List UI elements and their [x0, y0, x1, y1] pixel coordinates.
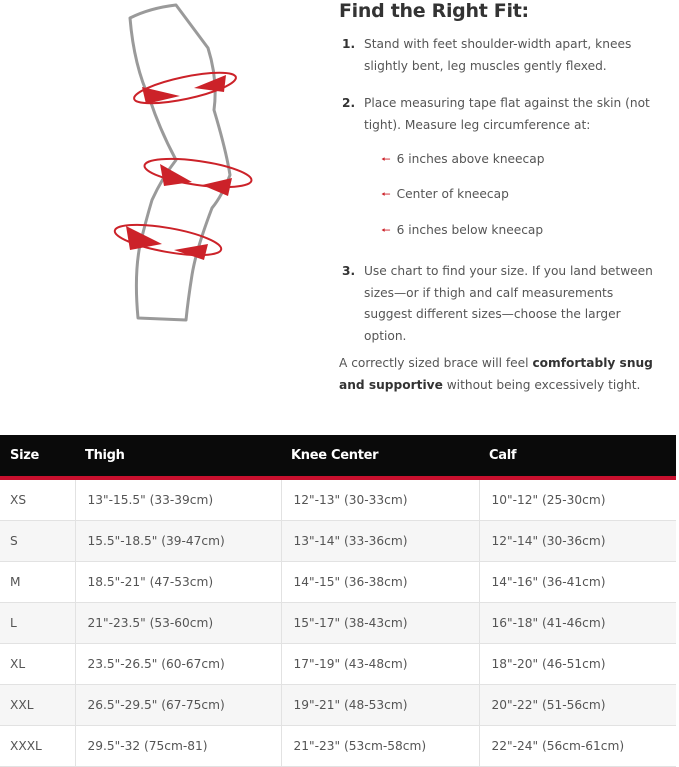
knee-cell: 21"-23" (53cm-58cm): [281, 726, 479, 767]
knee-cell: 14"-15" (36-38cm): [281, 562, 479, 603]
table-row: [0, 644, 676, 685]
leg-measurement-illustration: [100, 0, 270, 330]
step-number: 2.: [342, 96, 356, 110]
left-arrow-icon: 🠔: [381, 153, 391, 166]
calf-cell: 18"-20" (46-51cm): [479, 644, 676, 685]
spot-label: Center of kneecap: [396, 187, 509, 201]
fit-title: Find the Right Fit:: [339, 0, 529, 22]
step-number: 1.: [342, 37, 356, 51]
thigh-cell: 15.5"-18.5" (39-47cm): [75, 521, 281, 562]
note-text: A correctly sized brace will feel: [339, 356, 533, 370]
thigh-cell: 18.5"-21" (47-53cm): [75, 562, 281, 603]
table-row: [0, 685, 676, 726]
calf-cell: 10"-12" (25-30cm): [479, 478, 676, 521]
spot-label: 6 inches below kneecap: [396, 223, 544, 237]
thigh-cell: 23.5"-26.5" (60-67cm): [75, 644, 281, 685]
spot-above-kneecap: [381, 150, 544, 169]
left-arrow-icon: 🠔: [381, 188, 391, 201]
table-row: [0, 603, 676, 644]
step-text: Use chart to find your size. If you land between sizes—or if thigh and calf measurements suggest different sizes—choose the larger option.: [364, 264, 653, 343]
step-text: Stand with feet shoulder-width apart, knees slightly bent, leg muscles gently flexed.: [364, 37, 632, 73]
knee-cell: 17"-19" (43-48cm): [281, 644, 479, 685]
note-emphasis: comfortably snug and supportive: [339, 356, 653, 392]
column-header-knee-center: Knee Center: [281, 435, 479, 478]
column-header-size: Size: [0, 435, 75, 478]
calf-cell: 16"-18" (41-46cm): [479, 603, 676, 644]
calf-cell: 20"-22" (51-56cm): [479, 685, 676, 726]
table-row: [0, 478, 676, 521]
step-number: 3.: [342, 264, 356, 278]
column-header-thigh: Thigh: [75, 435, 281, 478]
note-text-end: without being excessively tight.: [442, 378, 641, 392]
thigh-cell: 29.5"-32 (75cm-81): [75, 726, 281, 767]
thigh-cell: 13"-15.5" (33-39cm): [75, 478, 281, 521]
calf-cell: 14"-16" (36-41cm): [479, 562, 676, 603]
size-cell: XXL: [0, 685, 75, 726]
table-header-row: [0, 435, 676, 478]
size-chart-table: [0, 435, 676, 767]
size-cell: XL: [0, 644, 75, 685]
spot-below-kneecap: [381, 221, 543, 240]
spot-label: 6 inches above kneecap: [396, 152, 545, 166]
size-cell: S: [0, 521, 75, 562]
size-cell: L: [0, 603, 75, 644]
column-header-calf: Calf: [479, 435, 676, 478]
size-cell: XS: [0, 478, 75, 521]
table-row: [0, 521, 676, 562]
fit-note: [339, 352, 669, 396]
step-text: Place measuring tape flat against the skin (not tight). Measure leg circumference at:: [364, 96, 650, 132]
left-arrow-icon: 🠔: [381, 224, 391, 237]
table-row: [0, 726, 676, 767]
knee-cell: 12"-13" (30-33cm): [281, 478, 479, 521]
size-cell: M: [0, 562, 75, 603]
thigh-cell: 21"-23.5" (53-60cm): [75, 603, 281, 644]
spot-center-kneecap: [381, 185, 509, 204]
knee-cell: 13"-14" (33-36cm): [281, 521, 479, 562]
size-cell: XXXL: [0, 726, 75, 767]
leg-outline: [130, 5, 230, 320]
knee-cell: 19"-21" (48-53cm): [281, 685, 479, 726]
knee-cell: 15"-17" (38-43cm): [281, 603, 479, 644]
calf-cell: 22"-24" (56cm-61cm): [479, 726, 676, 767]
table-row: [0, 562, 676, 603]
calf-cell: 12"-14" (30-36cm): [479, 521, 676, 562]
thigh-cell: 26.5"-29.5" (67-75cm): [75, 685, 281, 726]
